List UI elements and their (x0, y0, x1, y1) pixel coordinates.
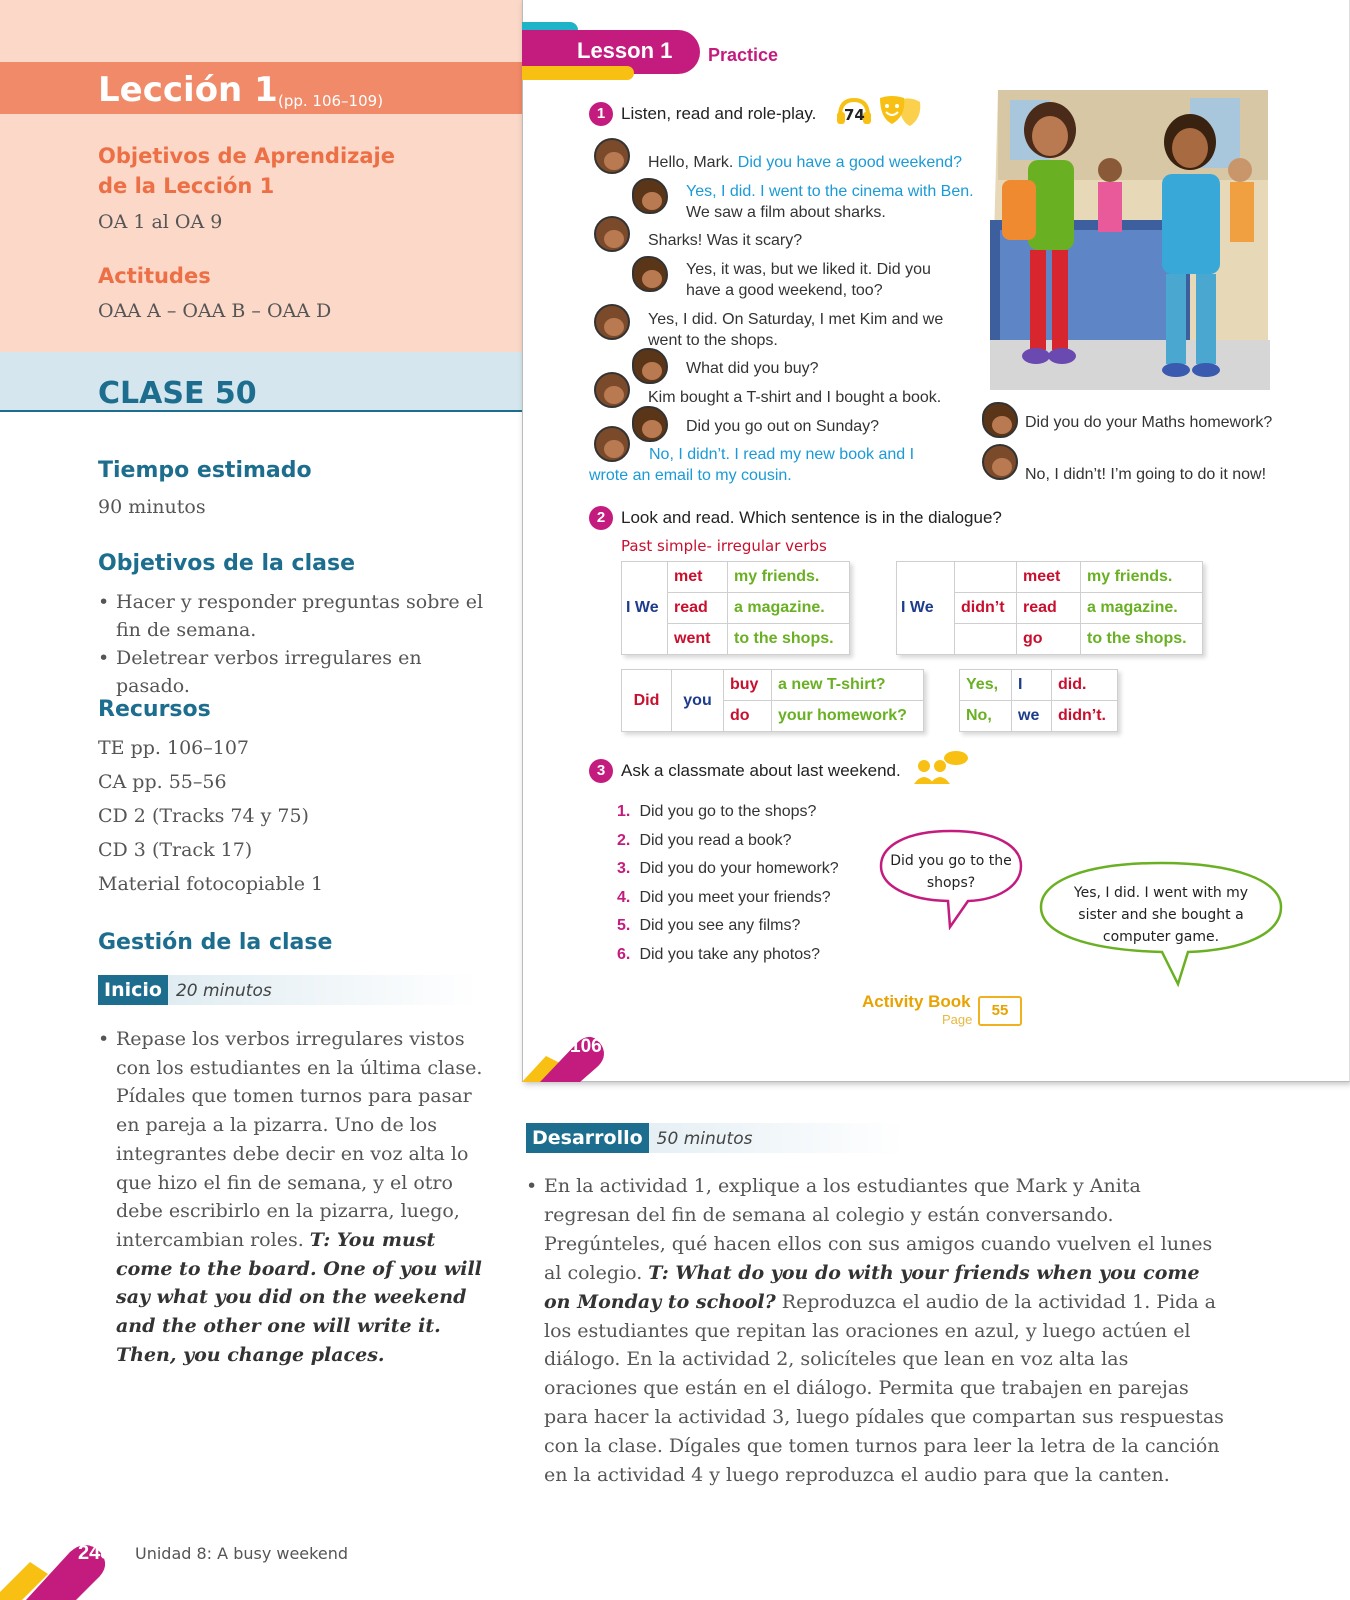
dialogue-line: Kim bought a T-shirt and I bought a book. (648, 389, 942, 406)
illustration-kids-at-school (990, 90, 1270, 392)
table-cell: went (668, 624, 728, 655)
pair-work-icon (912, 750, 968, 786)
desarrollo-text: • En la actividad 1, explique a los estudiantes que Mark y Anita regresan del fin de semana al colegio y están conversando. Pregúnteles, qué hacen ellos con sus amigos cuando vuelven el lunes al colegio. T: What do you do with your friends when you come on Monday to school? Reproduzca el audio de la actividad 1. Pida a los estudiantes que repitan las oraciones en azul, y luego actúen el diálogo. En la actividad 2, solicíteles que lean en voz alta las oraciones que están en el diálogo. Permita que trabajen en parejas para hacer la actividad 3, luego pídales que compartan sus respuestas con la clase. Dígales que tomen turnos para leer la letra de la canción en la actividad 4 y luego reproduzca el audio para que la canten. (526, 1175, 1224, 1487)
anita-avatar (982, 444, 1018, 480)
activity-book-page-number: 55 (991, 1002, 1009, 1019)
table-cell: meet (1017, 562, 1081, 593)
table-cell: met (668, 562, 728, 593)
table-cell: I (1012, 670, 1052, 701)
resources-list (98, 731, 323, 901)
attitudes-heading: Actitudes (98, 264, 211, 288)
anita-avatar (594, 304, 630, 340)
table-cell: didn’t. (1052, 701, 1118, 732)
bubble-text: computer game. (1102, 929, 1220, 945)
activity-2-instruction: Look and read. Which sentence is in the dialogue? (621, 508, 1002, 527)
list-item: • Deletrear verbos irregulares en pasado. (98, 647, 422, 697)
bubble-text: Did you go to the (890, 853, 1012, 869)
objectives-heading-line-2: de la Lección 1 (98, 174, 275, 198)
activity-3-instruction: Ask a classmate about last weekend. (621, 761, 901, 780)
drama-masks-icon (876, 94, 932, 132)
grammar-subtitle: Past simple- irregular verbs (621, 537, 827, 555)
attitudes-value: OAA A – OAA B – OAA D (98, 300, 332, 322)
side-dialogue-line: No, I didn’t! I’m going to do it now! (1025, 466, 1267, 483)
table-cell: read (1017, 593, 1081, 624)
list-item: 6. Did you take any photos? (617, 945, 820, 963)
desarrollo-label: Desarrollo (526, 1123, 649, 1153)
mark-avatar (632, 406, 668, 442)
table-cell: I We (622, 562, 668, 655)
table-cell: Did (622, 670, 672, 732)
grammar-table-question (621, 669, 924, 732)
grammar-table-short-answers (959, 669, 1118, 732)
table-cell: to the shops. (1081, 624, 1203, 655)
questions-list (617, 797, 839, 969)
table-cell: do (724, 701, 772, 732)
activity-1-number: 1 (589, 102, 613, 126)
lesson-tab-label: Lesson 1 (577, 38, 673, 63)
list-item: CD 3 (Track 17) (98, 839, 253, 861)
divider (0, 410, 522, 412)
inicio-label: Inicio (98, 975, 168, 1005)
table-cell: a magazine. (1081, 593, 1203, 624)
desarrollo-text-part-1: En la actividad 1, explique a los estudiantes que Mark y Anita regresan del fin de semana al colegio y están conversando. Pregúnteles, qué hacen ellos con sus amigos cuando vuelven el lunes al colegio. (544, 1175, 1213, 1284)
dialogue-line: Hello, Mark. Did you have a good weekend? (648, 154, 962, 171)
inicio-minutes: 20 minutos (175, 981, 272, 1001)
anita-avatar (594, 138, 630, 174)
list-item: 2. Did you read a book? (617, 831, 792, 849)
table-cell: go (1017, 624, 1081, 655)
objectives-heading (98, 141, 395, 201)
desarrollo-bar (526, 1123, 906, 1153)
table-cell: we (1012, 701, 1052, 732)
dialogue-line: Yes, I did. On Saturday, I met Kim and we went to the shops. (648, 311, 944, 349)
mark-avatar (632, 178, 668, 214)
activity-book-label: Activity Book (862, 992, 971, 1011)
book-icon (978, 996, 1022, 1026)
footer-unit-title: Unidad 8: A busy weekend (135, 1544, 348, 1563)
dialogue-line: Sharks! Was it scary? (648, 232, 803, 249)
mark-avatar (632, 256, 668, 292)
mark-avatar (982, 402, 1018, 438)
table-cell: you (672, 670, 724, 732)
table-cell: my friends. (1081, 562, 1203, 593)
track-number: 74 (844, 106, 865, 124)
activity-3-number: 3 (589, 759, 613, 783)
objectives-value: OA 1 al OA 9 (98, 211, 223, 233)
table-cell: your homework? (772, 701, 924, 732)
activity-book-page-word: Page (942, 1012, 973, 1027)
list-item: CA pp. 55–56 (98, 771, 227, 793)
time-heading: Tiempo estimado (98, 458, 312, 483)
lesson-pages: (pp. 106–109) (278, 92, 384, 110)
grammar-table-affirmative (621, 561, 850, 655)
practice-label: Practice (708, 45, 779, 65)
dialogue-line: Yes, it was, but we liked it. Did you have a good weekend, too? (686, 261, 931, 299)
side-dialogue-line: Did you do your Maths homework? (1025, 414, 1273, 431)
goals-list (98, 588, 498, 700)
inicio-text-bold: T: You must come to the board. One of you will say what you did on the weekend and the other one will write it. Then, you change places. (116, 1228, 482, 1366)
dialogue-line: What did you buy? (686, 360, 819, 377)
tab-accent-yellow (522, 66, 634, 80)
table-cell: Yes, (960, 670, 1012, 701)
list-item: TE pp. 106–107 (98, 737, 250, 759)
clase-title: CLASE 50 (98, 376, 257, 411)
grammar-table-negative (896, 561, 1203, 655)
speech-bubble-answer (1038, 860, 1284, 988)
activity-1-instruction: Listen, read and role-play. (621, 104, 817, 123)
activity-2-number: 2 (589, 506, 613, 530)
table-cell: I We (897, 562, 955, 655)
book-page-number-badge (522, 1020, 612, 1082)
table-cell (955, 624, 1017, 655)
resources-heading: Recursos (98, 697, 211, 722)
table-cell: a new T-shirt? (772, 670, 924, 701)
clase-header-band (0, 352, 522, 412)
goals-heading: Objetivos de la clase (98, 551, 355, 576)
inicio-bar (98, 975, 478, 1005)
table-cell: read (668, 593, 728, 624)
anita-avatar (594, 216, 630, 252)
list-item: 1. Did you go to the shops? (617, 803, 817, 820)
list-item: Material fotocopiable 1 (98, 873, 324, 895)
inicio-text-plain: Repase los verbos irregulares vistos con los estudiantes en la última clase. Pídales que tomen turnos para pasar en pareja a la pizarra. Uno de los integrantes debe decir en voz alta lo que hizo el fin de semana, y el otro debe escribirlo en la pizarra, luego, intercambian roles. (116, 1028, 483, 1251)
anita-avatar (594, 372, 630, 408)
list-item: 3. Did you do your homework? (617, 860, 839, 878)
desarrollo-text-part-2: Reproduzca el audio de la actividad 1. Pida a los estudiantes que repitan las oraciones en azul, y luego actúen el diálogo. En la actividad 2, solicíteles que lean en voz alta las oraciones que están en el diálogo. Permita que trabajen en parejas para hacer la actividad 3, luego pídales que compartan sus respuestas con la clase. Dígales que tomen turnos para leer la letra de la canción en la actividad 4 y luego reproduzca el audio para que la canten. (544, 1290, 1224, 1487)
table-cell: did. (1052, 670, 1118, 701)
speech-bubble-question (878, 828, 1024, 930)
table-cell: No, (960, 701, 1012, 732)
table-cell: didn’t (955, 593, 1017, 624)
dialogue-line: Did you go out on Sunday? (686, 418, 880, 435)
list-item: 5. Did you see any films? (617, 917, 801, 935)
table-cell: buy (724, 670, 772, 701)
dialogue-line: Yes, I did. I went to the cinema with Ben. We saw a film about sharks. (686, 183, 974, 221)
table-cell: my friends. (728, 562, 850, 593)
book-page-number: 106 (570, 1036, 602, 1057)
management-heading: Gestión de la clase (98, 930, 333, 955)
desarrollo-minutes: 50 minutos (656, 1129, 753, 1149)
table-cell (955, 562, 1017, 593)
bubble-text: shops? (926, 875, 976, 891)
table-cell: to the shops. (728, 624, 850, 655)
lesson-title: Lección 1 (98, 70, 278, 110)
inicio-text: • Repase los verbos irregulares vistos con los estudiantes en la última clase. Pídales que tomen turnos para pasar en pareja a la pizarra. Uno de los integrantes debe decir en voz alta lo que hizo el fin de semana, y el otro debe escribirlo en la pizarra, luego, intercambian roles. T: You must come to the board. One of you will say what you did on the weekend and the other one will write it. Then, you change places. (98, 1028, 483, 1366)
bubble-text: Yes, I did. I went with my (1073, 885, 1249, 901)
footer-page-number: 248 (78, 1542, 112, 1564)
objectives-heading-line-1: Objetivos de Aprendizaje (98, 144, 395, 168)
dialogue-line: No, I didn’t. I read my new book and I wrote an email to my cousin. (589, 446, 915, 484)
footer-page-badge (0, 1522, 120, 1600)
list-item: 4. Did you meet your friends? (617, 888, 831, 906)
table-cell: a magazine. (728, 593, 850, 624)
bubble-text: sister and she bought a (1078, 907, 1244, 923)
desarrollo-text-bold: T: What do you do with your friends when you come on Monday to school? (544, 1261, 1200, 1313)
time-value: 90 minutos (98, 496, 206, 518)
list-item: • Hacer y responder preguntas sobre el fin de semana. (98, 591, 484, 641)
mark-avatar (632, 348, 668, 384)
list-item: CD 2 (Tracks 74 y 75) (98, 805, 309, 827)
